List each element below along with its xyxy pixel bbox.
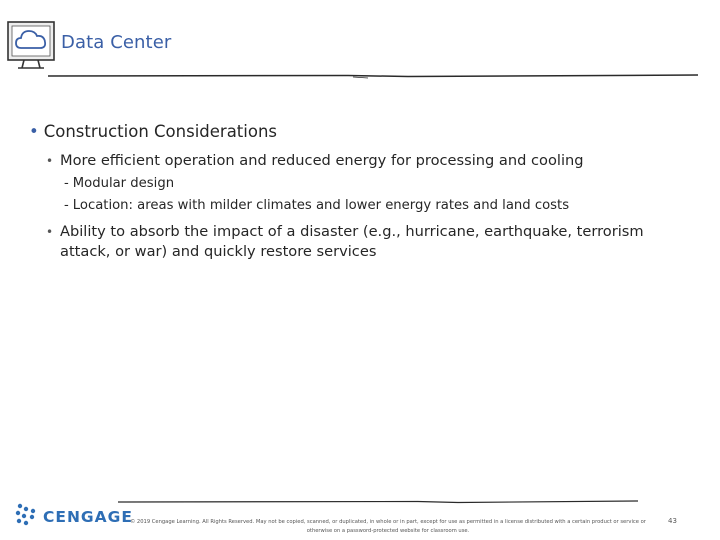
footer-divider — [118, 494, 638, 506]
bullet-text: Modular design — [72, 176, 175, 191]
bullet-level2 — [46, 222, 666, 262]
header-divider — [48, 68, 698, 80]
bullet-text: More efficient operation and reduced energy for processing and cooling — [60, 152, 584, 169]
bullet-text: Ability to absorb the impact of a disaster (e.g., hurricane, earthquake, terrorism attack, or war) and quickly restore services — [60, 223, 644, 260]
copyright-notice: © 2019 Cengage Learning. All Rights Reserved. May not be copied, scanned, or duplicated, in whole or in part, except for use as permitted in a license distributed with a certain product or service or otherwise on a password-protected website for classroom use. — [130, 519, 646, 534]
bullet-level2 — [46, 151, 666, 171]
cengage-brand-text: CENGAGE — [43, 508, 133, 526]
bullet-dot-icon: • — [29, 122, 39, 141]
bullet-dot-icon: • — [46, 225, 54, 239]
page-number: 43 — [668, 517, 677, 525]
bullet-dot-icon: • — [46, 154, 54, 168]
bullet-text: Construction Considerations — [43, 122, 278, 141]
bullet-level1 — [29, 122, 277, 141]
bullet-level3: - Location: areas with milder climates and lower energy rates and land costs — [64, 198, 570, 213]
cloud-monitor-icon — [6, 18, 58, 72]
bullet-level3: - Modular design — [64, 176, 175, 191]
slide-title: Data Center — [61, 32, 172, 53]
bullet-text: Location: areas with milder climates and lower energy rates and land costs — [72, 198, 570, 213]
